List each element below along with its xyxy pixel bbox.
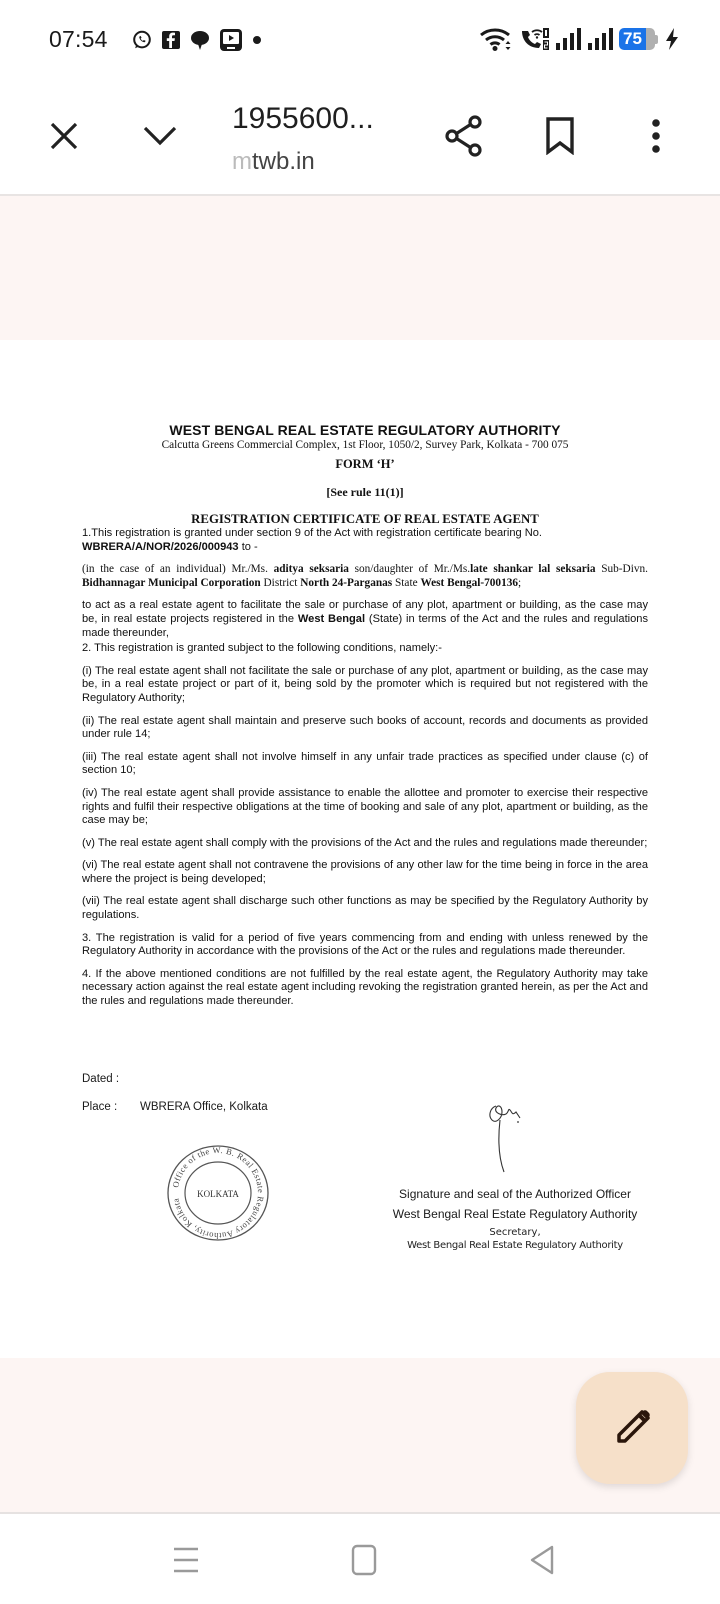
- collapse-button[interactable]: [136, 112, 184, 160]
- system-icons: [479, 26, 680, 52]
- battery-icon: [619, 28, 658, 50]
- condition-7: (vii) The real estate agent shall discharge such other functions as may be specified by the Regulatory Authority by regulations.: [82, 895, 648, 922]
- certificate-title: REGISTRATION CERTIFICATE OF REAL ESTATE AGENT: [191, 512, 539, 526]
- sub-division: Bidhannagar Municipal Corporation: [82, 576, 261, 589]
- facebook-icon: [161, 30, 181, 50]
- condition-5: (v) The real estate agent shall comply with the provisions of the Act and the rules and regulations made thereunder;: [82, 836, 648, 849]
- charging-icon: [664, 27, 680, 51]
- more-vert-icon: [650, 118, 662, 154]
- place-label: Place :: [82, 1101, 118, 1113]
- chevron-down-icon: [142, 124, 178, 148]
- more-options-button[interactable]: [632, 112, 680, 160]
- para-4: 4. If the above mentioned conditions are not fulfilled by the real estate agent, the Regulatory Authority may take necessary action against the real estate agent including revoking the registration granted herein, as per the Act and the rules and regulations made thereunder.: [82, 967, 648, 1008]
- signatory-authority: West Bengal Real Estate Regulatory Authority: [407, 1240, 623, 1251]
- signature-mark: [478, 1098, 538, 1178]
- viewer-background-top: [0, 196, 720, 340]
- close-icon: [48, 120, 80, 152]
- recents-icon: [172, 1546, 200, 1574]
- district: North 24-Parganas: [300, 576, 393, 589]
- seal-ring-text: Office of the W. B. Real Estate Regulatory Authority, Kolkata: [170, 1144, 267, 1242]
- individual-details: (in the case of an individual) Mr./Ms. aditya seksaria son/daughter of Mr./Ms.late shankar lal seksaria Sub-Divn. Bidhannagar Municipal Corporation District North 24-Parganas State West Bengal-700136;: [82, 563, 648, 589]
- para-2: 2. This registration is granted subject to the following conditions, namely:-: [82, 642, 442, 655]
- wifi-icon: [479, 26, 513, 52]
- wifi-calling-icon: [519, 26, 549, 52]
- url-domain: twb.in: [252, 148, 315, 175]
- dated-label: Dated :: [82, 1073, 120, 1085]
- signature-caption: Signature and seal of the Authorized Officer: [399, 1187, 631, 1201]
- agent-name: aditya seksaria: [273, 563, 349, 576]
- para-1: 1.This registration is granted under section 9 of the Act with registration certificate bearing No. WBRERA/A/NOR/2026/000943 to -: [82, 527, 543, 553]
- rule-reference: [See rule 11(1)]: [326, 485, 404, 499]
- signatory-designation: Secretary,: [489, 1227, 541, 1238]
- certificate-content: [82, 422, 648, 1009]
- recents-button[interactable]: [162, 1536, 210, 1584]
- condition-4: (iv) The real estate agent shall provide assistance to enable the allottee and promoter to exercise their respective rights and fulfil their respective obligations at the time of booking and sale of any plot, apartment or building, as the case may be;: [82, 786, 648, 827]
- form-label: FORM ‘H’: [335, 457, 395, 471]
- condition-1: (i) The real estate agent shall not facilitate the sale or purchase of any plot, apartment or building, as the case may be, in a real estate project or part of it, being sold by the promoter which is required but not registered with the Regulatory Authority;: [82, 664, 648, 704]
- condition-2: (ii) The real estate agent shall maintain and preserve such books of account, records and documents as provided under rule 14;: [82, 714, 648, 741]
- share-icon: [444, 114, 484, 158]
- registration-number: WBRERA/A/NOR/2026/000943: [82, 540, 239, 553]
- state: West Bengal-700136: [420, 576, 519, 589]
- edit-button[interactable]: [576, 1372, 688, 1484]
- org-address: Calcutta Greens Commercial Complex, 1st Floor, 1050/2, Survey Park, Kolkata - 700 075: [161, 439, 569, 451]
- notification-dot-icon: [251, 34, 263, 46]
- org-heading: WEST BENGAL REAL ESTATE REGULATORY AUTHORITY: [169, 422, 561, 438]
- parent-name: late shankar lal seksaria: [470, 563, 596, 576]
- document-title: 1955600...: [232, 102, 374, 135]
- video-player-icon: [219, 28, 243, 52]
- document-url: [232, 148, 315, 176]
- place-value: WBRERA Office, Kolkata: [140, 1101, 268, 1113]
- url-faded-prefix: m: [232, 148, 252, 175]
- back-icon: [528, 1544, 556, 1576]
- notification-icons: [131, 28, 263, 52]
- home-button[interactable]: [340, 1536, 388, 1584]
- whatsapp-icon: [131, 29, 153, 51]
- chat-bubble-icon: [189, 29, 211, 51]
- document-page[interactable]: [0, 340, 720, 1358]
- seal-center-text: KOLKATA: [197, 1189, 239, 1199]
- back-button[interactable]: [518, 1536, 566, 1584]
- scope-paragraph: to act as a real estate agent to facilitate the sale or purchase of any plot, apartment or building, as the case may be, in real estate projects registered in the West Bengal (State) in terms of the Act and the rules and regulations made thereunder,: [82, 599, 649, 639]
- signature-authority: West Bengal Real Estate Regulatory Authority: [392, 1207, 638, 1221]
- battery-level: 75: [619, 28, 655, 50]
- bookmark-icon: [545, 117, 575, 155]
- signal-sim1-icon: [555, 27, 581, 51]
- close-button[interactable]: [40, 112, 88, 160]
- edit-pencil-icon: [612, 1408, 652, 1448]
- home-icon: [351, 1544, 377, 1576]
- condition-3: (iii) The real estate agent shall not involve himself in any unfair trade practices as specified under clause (c) of section 10;: [82, 750, 648, 777]
- official-seal: [165, 1143, 271, 1243]
- system-nav-bar: [0, 1516, 720, 1604]
- viewer-toolbar: [0, 84, 720, 196]
- status-time: 07:54: [49, 26, 108, 52]
- status-bar: [0, 0, 720, 84]
- share-button[interactable]: [440, 112, 488, 160]
- bookmark-button[interactable]: [536, 112, 584, 160]
- condition-6: (vi) The real estate agent shall not contravene the provisions of any other law for the time being in force in the area where the project is being developed;: [82, 859, 648, 885]
- signal-sim2-icon: [587, 27, 613, 51]
- para-3: 3. The registration is valid for a period of five years commencing from and ending with unless renewed by the Regulatory Authority in accordance with the provisions of the Act or the rules and regulations made thereunder.: [82, 931, 648, 958]
